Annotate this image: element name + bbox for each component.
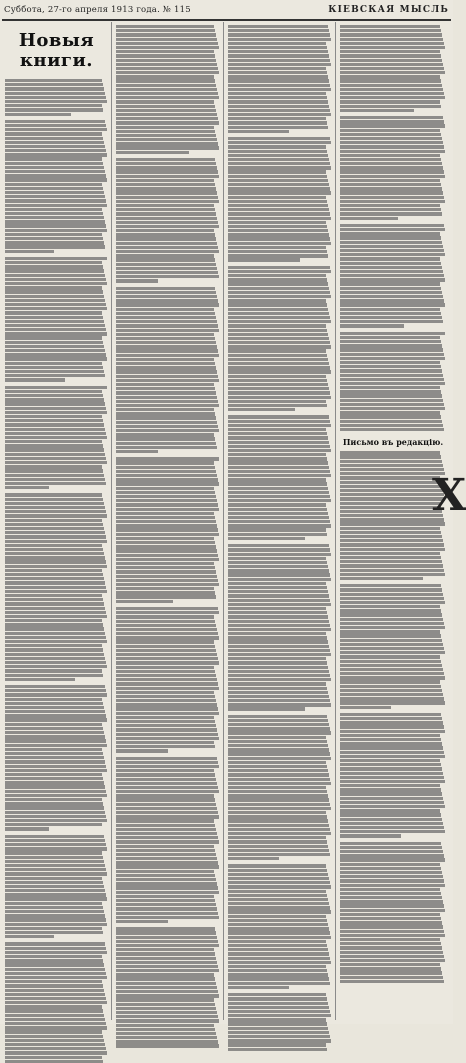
masthead-rule xyxy=(2,19,451,21)
column-divider xyxy=(111,22,112,1020)
body-text-block xyxy=(228,25,332,1051)
issue-date: Суббота, 27-го апреля 1913 года. № 115 xyxy=(4,5,191,15)
letter-heading: Письмо въ редакцію. xyxy=(342,437,444,448)
column-divider xyxy=(223,22,224,1020)
body-text-block xyxy=(5,79,108,1063)
body-text-block xyxy=(340,451,446,983)
section-headline: Новыя книги. xyxy=(18,30,95,71)
body-text-block xyxy=(340,25,446,431)
drop-cap-letter: Х xyxy=(432,470,466,521)
column-3 xyxy=(228,25,332,1020)
body-text-block xyxy=(116,25,220,1048)
column-2 xyxy=(116,25,220,1020)
masthead xyxy=(4,2,449,18)
column-4 xyxy=(340,25,446,1020)
column-1 xyxy=(5,25,108,1020)
publication-name: КIЕВСКАЯ МЫСЛЬ xyxy=(328,5,449,15)
column-divider xyxy=(335,22,336,1020)
